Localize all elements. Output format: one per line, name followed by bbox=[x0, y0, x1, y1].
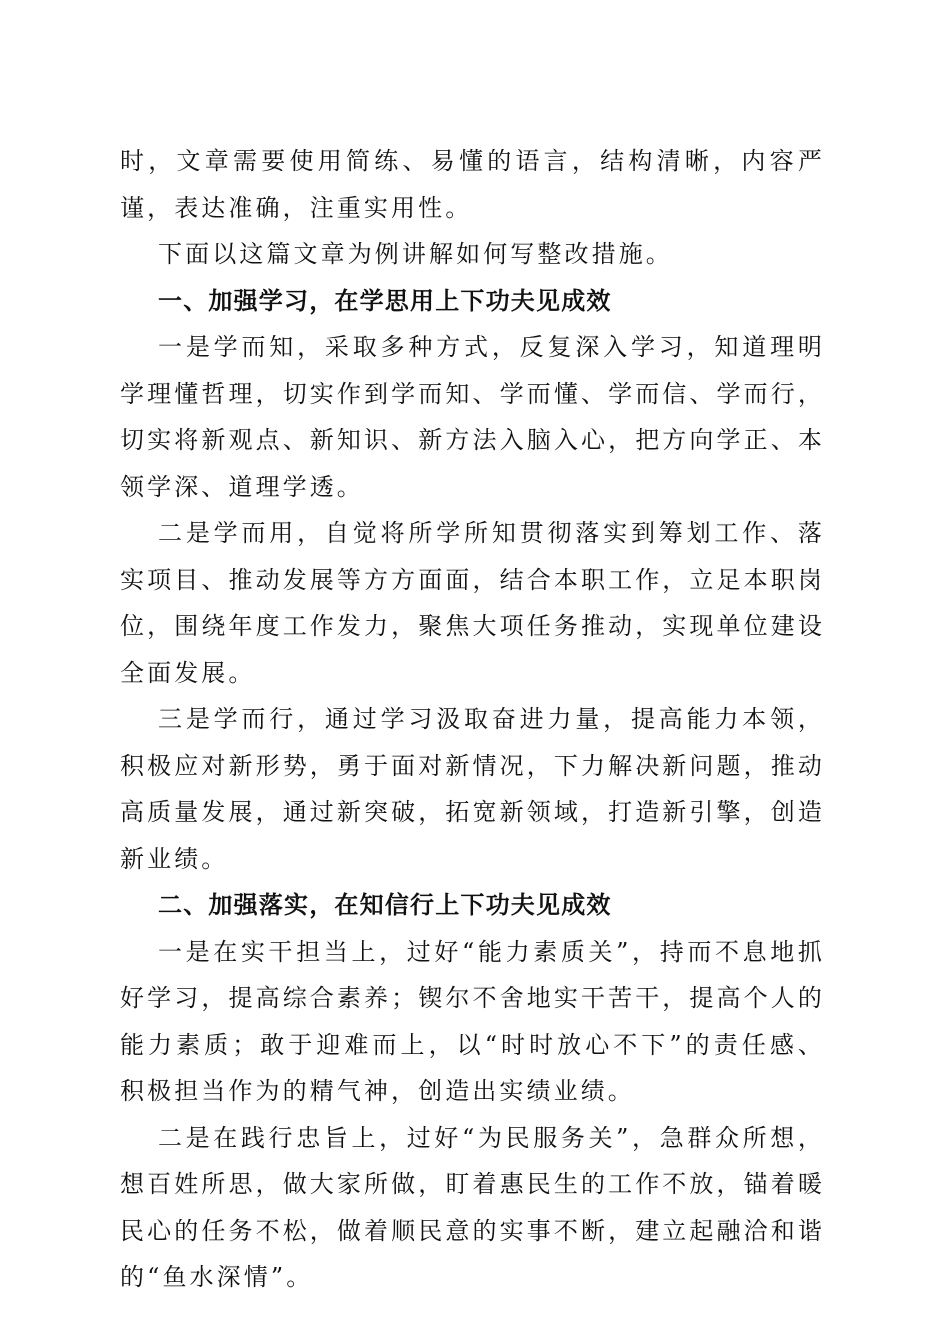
paragraph-1-1: 一是学而知，采取多种方式，反复深入学习，知道理明学理懂哲理，切实作到学而知、学而懂、学而信、学而行，切实将新观点、新知识、新方法入脑入心，把方向学正、本领学深、道理学透。 bbox=[120, 333, 825, 501]
paragraph-intro: 下面以这篇文章为例讲解如何写整改措施。 bbox=[158, 240, 673, 268]
section-heading-1: 一、加强学习，在学思用上下功夫见成效 bbox=[158, 286, 612, 315]
paragraph-1-2: 二是学而用，自觉将所学所知贯彻落实到筹划工作、落实项目、推动发展等方方面面，结合本职工作，立足本职岗位，围绕年度工作发力，聚焦大项任务推动，实现单位建设全面发展。 bbox=[120, 519, 825, 687]
paragraph-1-3: 三是学而行，通过学习汲取奋进力量，提高能力本领，积极应对新形势，勇于面对新情况，下力解决新问题，推动高质量发展，通过新突破，拓宽新领域，打造新引擎，创造新业绩。 bbox=[120, 705, 825, 873]
section-heading-2: 二、加强落实，在知信行上下功夫见成效 bbox=[158, 891, 612, 919]
paragraph-2-1: 一是在实干担当上，过好“能力素质关”，持而不息地抓好学习，提高综合素养；锲尔不舍地实干苦干，提高个人的能力素质；敢于迎难而上，以“时时放心不下”的责任感、积极担当作为的精气神，创造出实绩业绩。 bbox=[120, 937, 825, 1105]
document-page bbox=[120, 138, 825, 1301]
paragraph-2-2: 二是在践行忠旨上，过好“为民服务关”，急群众所想，想百姓所思，做大家所做，盯着惠民生的工作不放，锚着暖民心的任务不松，做着顺民意的实事不断，建立起融洽和谐的“鱼水深情”。 bbox=[120, 1123, 825, 1291]
paragraph-continuation: 时，文章需要使用简练、易懂的语言，结构清晰，内容严谨，表达准确，注重实用性。 bbox=[120, 147, 825, 222]
